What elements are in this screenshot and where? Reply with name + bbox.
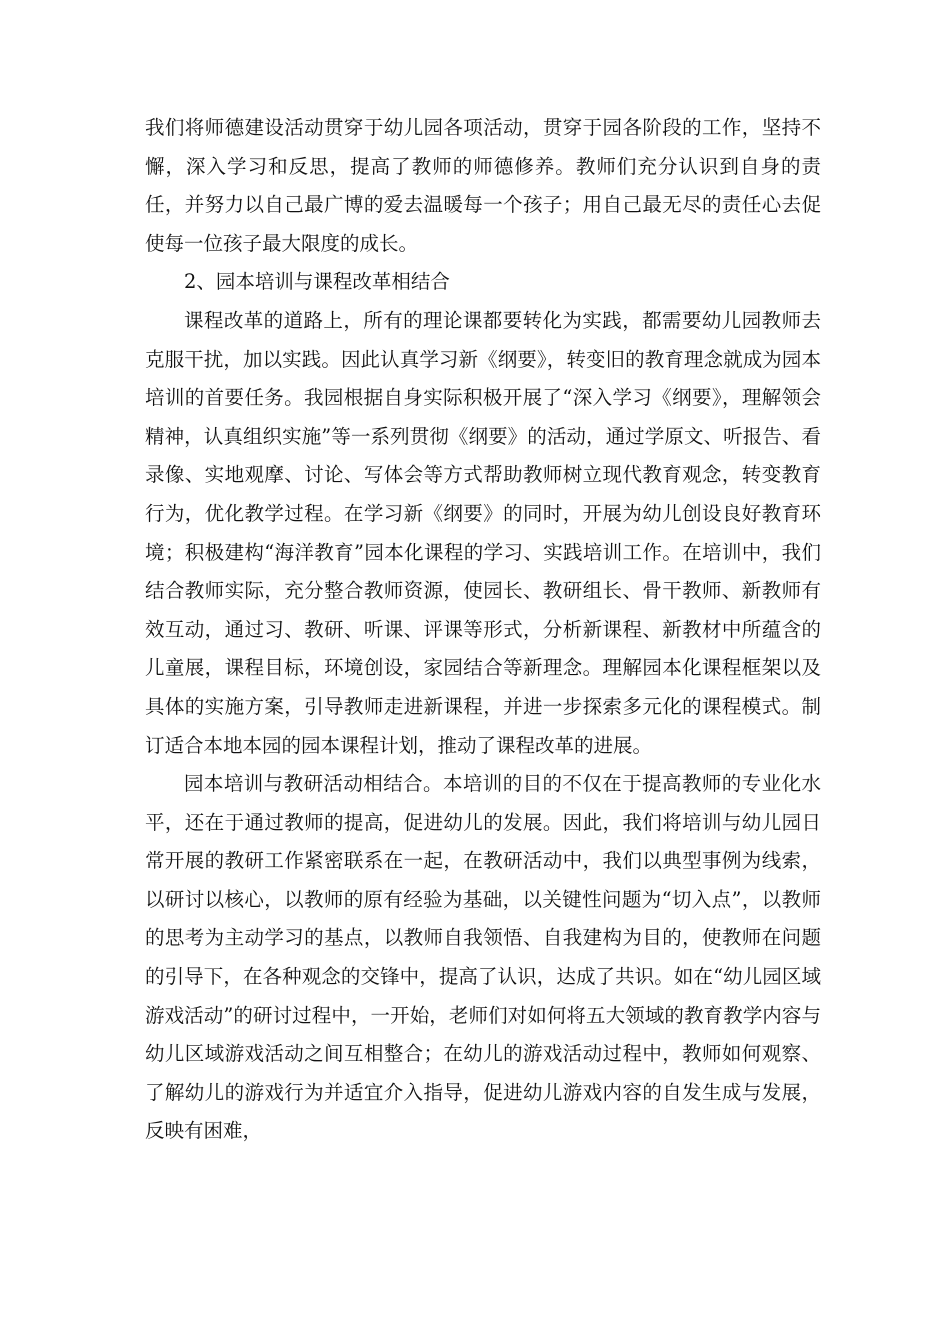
paragraph-continuation: 我们将师德建设活动贯穿于幼儿园各项活动，贯穿于园各阶段的工作，坚持不懈，深入学习和反思，提高了教师的师德修养。教师们充分认识到自身的责任，并努力以自己最广博的爱去温暖每一个孩子；用自己最无尽的责任心去促使每一位孩子最大限度的成长。 [145,116,821,255]
paragraph-curriculum-reform: 课程改革的道路上，所有的理论课都要转化为实践，都需要幼儿园教师去克服干扰，加以实践。因此认真学习新《纲要》，转变旧的教育理念就成为园本培训的首要任务。我园根据自身实际积极开展了“深入学习《纲要》，理解领会精神，认真组织实施”等一系列贯彻《纲要》的活动，通过学原文、听报告、看录像、实地观摩、讨论、写体会等方式帮助教师树立现代教育观念，转变教育行为，优化教学过程。在学习新《纲要》的同时，开展为幼儿创设良好教育环境；积极建构“海洋教育”园本化课程的学习、实践培训工作。在培训中，我们结合教师实际，充分整合教师资源，使园长、教研组长、骨干教师、新教师有效互动，通过习、教研、听课、评课等形式，分析新课程、新教材中所蕴含的儿童展，课程目标，环境创设，家园结合等新理念。理解园本化课程框架以及具体的实施方案，引导教师走进新课程，并进一步探索多元化的课程模式。制订适合本地本园的园本课程计划，推动了课程改革的进展。 [145,308,821,757]
paragraph-teaching-research: 园本培训与教研活动相结合。本培训的目的不仅在于提高教师的专业化水平，还在于通过教师的提高，促进幼儿的发展。因此，我们将培训与幼儿园日常开展的教研工作紧密联系在一起，在教研活动中，我们以典型事例为线索，以研讨以核心，以教师的原有经验为基础，以关键性问题为“切入点”，以教师的思考为主动学习的基点，以教师自我领悟、自我建构为目的，使教师在问题的引导下，在各种观念的交锋中，提高了认识，达成了共识。如在“幼儿园区域游戏活动”的研讨过程中，一开始，老师们对如何将五大领域的教育教学内容与幼儿区域游戏活动之间互相整合；在幼儿的游戏活动过程中，教师如何观察、了解幼儿的游戏行为并适宜介入指导，促进幼儿游戏内容的自发生成与发展，反映有困难， [145,772,821,1143]
section-heading: 2、园本培训与课程改革相结合 [184,270,450,294]
body-text [145,109,821,1151]
